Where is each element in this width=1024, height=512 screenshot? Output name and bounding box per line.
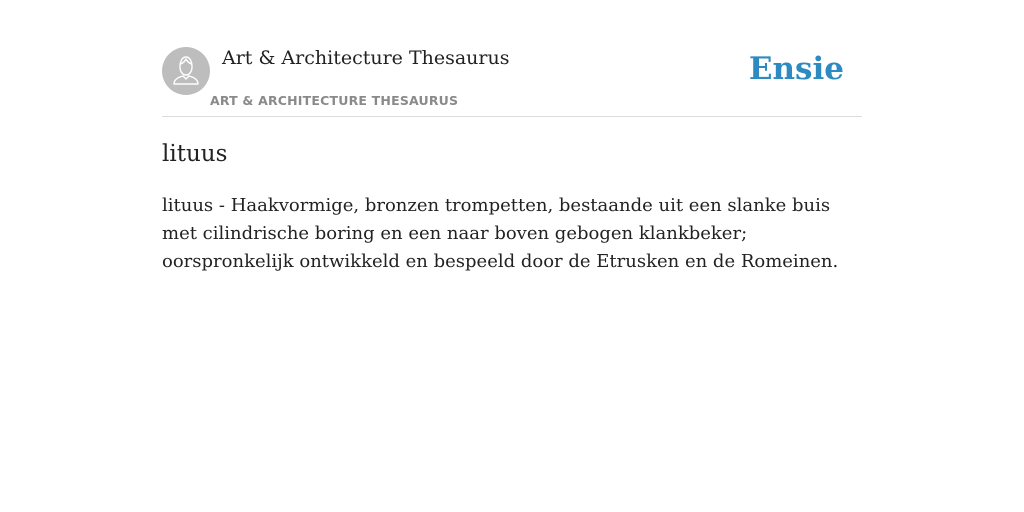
entry-header (162, 0, 862, 117)
source-label-link[interactable]: ART & ARCHITECTURE THESAURUS (210, 93, 459, 108)
brand-logo[interactable]: Ensie (748, 51, 844, 87)
entry-definition: lituus - Haakvormige, bronzen trompetten, bestaande uit een slanke buis met cilindrische boring en een naar boven gebogen klankbeker; oorspronkelijk ontwikkeld en bespeeld door de Etrusken en de Romeinen. (162, 195, 839, 272)
entry-card (162, 0, 862, 512)
author-name-link[interactable]: Art & Architecture Thesaurus (222, 47, 510, 69)
entry-title: lituus (162, 141, 228, 167)
author-avatar[interactable] (162, 47, 210, 95)
user-silhouette-icon (162, 47, 210, 95)
